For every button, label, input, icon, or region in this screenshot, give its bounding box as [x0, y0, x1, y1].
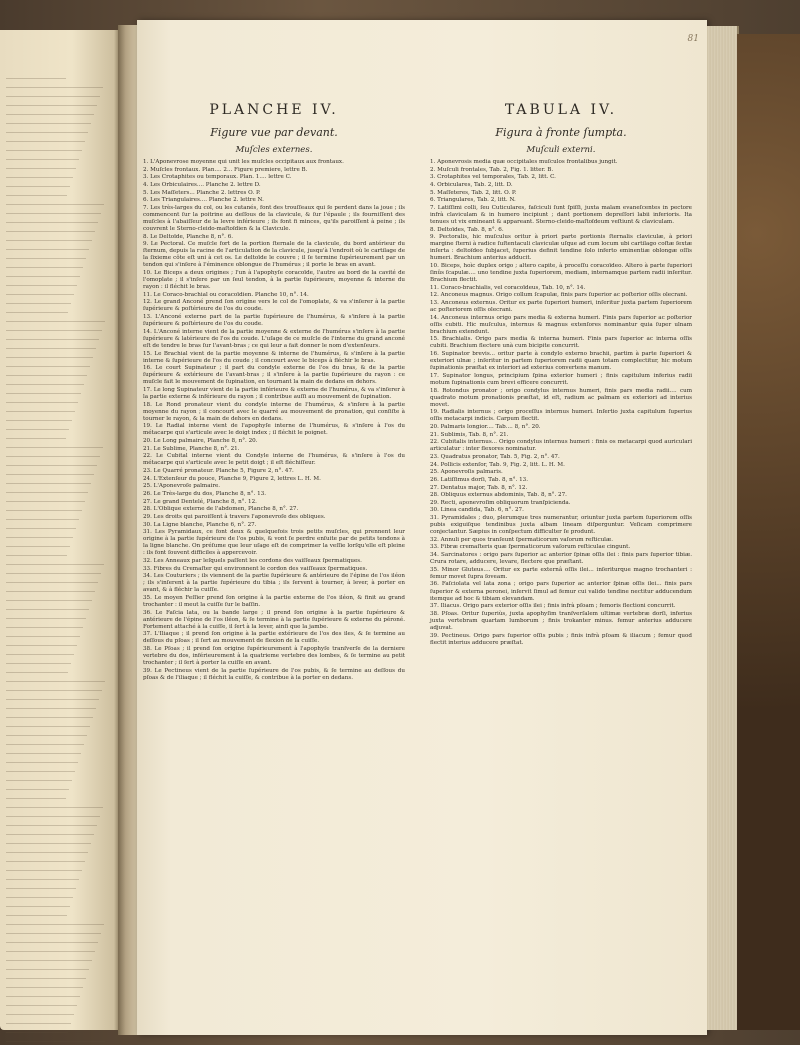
- latin-column: [430, 102, 692, 647]
- french-section-heading: Muſcles externes.: [235, 145, 313, 155]
- entry-item: 27. Dentatus major, Tab. 8, n°. 12.: [430, 484, 528, 491]
- entry-item: 24. Pollicis extenſor, Tab. 9, Fig. 2, litt. L. H. M.: [430, 461, 565, 468]
- entry-item: 34. Sarcinatores : origo pars ſuperior ac anterior ſpinæ oſſis ilei : finis pars ſuperior tibiæ. Crura rotare, adducere, levare, flectere que præſtant.: [430, 552, 692, 566]
- entry-item: 20. Palmaris longior.... Tab.... 8, n°. 20.: [430, 423, 541, 430]
- entry-item: 32. Les Anneaux par leſquels paſſent les cordons des vaiſſeaux ſpermatiques.: [143, 557, 362, 564]
- entry-item: 17. Le long Supinateur vient de la partie inférieure & externe de l'humérus, & va s'inſerer à la partie externe & inférieure du rayon ; il contribue auſſi au mouvement de ſupination.: [143, 386, 405, 400]
- entry-item: 13. Anconeus externus. Oritur ex parte ſuperiori humeri, inſeritur juxta partem ſuperiorem ac poſteriorem oſſis olecrani.: [430, 300, 692, 314]
- entry-item: 31. Les Pyramidaux, ce font deux & quelquefois trois petits muſcles, qui prennent leur origine à la partie ſupérieure de l'os pubis, & vont ſe perdre enſuite par de petits tendons à la ligne blanche. On préſume que leur uſage eſt de comprimer la veſſie lorſqu'elle eſt pleine : ils font ſouvent difficiles à appercevoir.: [143, 529, 405, 557]
- entry-item: 12. Le grand Anconé prend ſon origine vers le col de l'omoplate, & va s'inſerer à la partie ſupérieure & poſtérieure de l'os du coude.: [143, 299, 405, 313]
- entry-item: 4. Orbiculares, Tab. 2, litt. D.: [430, 181, 513, 188]
- entry-item: 36. Faſciolata vel lata zona ; origo pars ſuperior ac anterior ſpinæ oſſis ilei... finis pars ſuperior & externa peronei, inſervit ſimul ad femur cui valido tendine nectitur adducendum itemque ad hoc & tibiam elevandam.: [430, 581, 692, 602]
- entry-item: 22. Cubitalis internus... Origo condylus internus humeri : finis os metacarpi quod auriculari articulatur : inter flexores nominatur.: [430, 439, 692, 453]
- entry-item: 29. Les droits qui paroiſſent à travers l'aponevroſe des obliques.: [143, 513, 326, 520]
- entry-item: 17. Supinator longus, principium ſpina exterior humeri ; finis capitulum inferius radii motum ſupinationis cum brevi efficere concurrit.: [430, 372, 692, 386]
- entry-item: 18. Le Rond pronateur vient du condyle interne de l'humérus, & s'inſere à la partie moyenne du rayon ; il concourt avec le quarré au mouvement de pronation, qui conſiſte à tourner le rayon, & la main de dehors en dedans.: [143, 401, 405, 422]
- entry-item: 26. Le Très-large du dos, Planche 8, n°. 13.: [143, 490, 267, 497]
- entry-item: 12. Anconeus magnus. Origo collum ſcapulæ, finis pars ſuperior ac poſterior oſſis olecrani.: [430, 292, 688, 299]
- entry-item: 6. Les Triangulaires.... Planche 2. lettre N.: [143, 197, 264, 204]
- entry-item: 30. Linea candida, Tab. 6, n°. 27.: [430, 507, 524, 514]
- left-page-edge: [0, 30, 120, 1030]
- entry-item: 23. Quadratus pronator, Tab. 5, Fig. 2, n°. 47.: [430, 453, 560, 460]
- entry-item: 32. Annuli per quos tranſeunt ſpermaticorum vaſorum reſticulæ.: [430, 536, 614, 543]
- entry-item: 10. Biceps, hoìc duplex origo ; altero capite, à proceſſu coracoïdeo. Altero à parte ſuperiori ſinûs ſcapulæ.... uno tendine juxta ſuperiorem, mediam, internamque partem radii inſeritur. Brachium flectit.: [430, 263, 692, 284]
- entry-item: 35. Minor Gluteus.... Oritur ex parte externâ oſſis ilei... inſeriturque magno trochanteri : femur movet ſupra ſoveam.: [430, 566, 692, 580]
- entry-item: 39. Pectineus. Origo pars ſuperior oſſis pubis ; finis infrà pſoam & iliacum ; femur quod flectit interius adducere præſtat.: [430, 632, 692, 646]
- french-title: PLANCHE IV.: [209, 102, 339, 118]
- entry-item: 7. Latiſſimi colli, ſeu Cuticulares, faſciculi ſunt ſpiſſi, juxta malam evaneſcentes in pectore infrà claviculam & in humero incipiunt ; dant portionem depreſſori labii inferioris. Ita tenues ut vix emineant & appareant. Sterno-cleido-maſtoïdeum veſtiunt & claviculam.: [430, 204, 692, 225]
- entry-item: 3. Les Crotaphites ou temporaux. Plan. 1.... lettre C.: [143, 174, 292, 181]
- entry-item: 13. L'Anconé externe part de la partie ſupérieure de l'humérus, & s'inſere à la partie ſupérieure & poſtérieure de l'os du coude.: [143, 314, 405, 328]
- entry-item: 38. Pſoas. Oritur ſuperiùs, juxta apophyſim tranſverſalem ultimæ vertebræ dorſi, inferius juxta vertebram quartam lumborum ; finis trokanter minus. femur anterius adducere adjuvat.: [430, 610, 692, 631]
- entry-item: 25. Aponevroſis palmaris.: [430, 469, 503, 476]
- entry-item: 30. La Ligne blanche, Planche 6, n°. 27.: [143, 521, 257, 528]
- entry-item: 3. Crotaphites vel temporales, Tab. 2, litt. C.: [430, 174, 556, 181]
- entry-item: 34. Les Couturiers ; ils viennent de la partie ſupérieure & antérieure de l'épine de l'os iléon ; ils s'inſerent à la partie ſupérieure du tibia ; ils ſervent à tourner, à lever, à porter en avant, & à fléchir la cuiſſe.: [143, 573, 405, 594]
- entry-item: 19. Radialis internus ; origo proceſſus internus humeri. Inſertio juxta capitulum ſuperius oſſis metacarpi indicis. Carpum flectit.: [430, 409, 692, 423]
- latin-entry-list: [430, 159, 692, 647]
- entry-item: 11. Le Coraco-brachial ou coracoïdien. Planche 10, n°. 14.: [143, 291, 309, 298]
- entry-item: 10. Le Biceps a deux origines ; l'un à l'apophyſe coracoïde, l'autre au bord de la cavité de l'omoplate ; il s'inſere par un ſeul tendon, à la partie ſupérieure, moyenne & interne du rayon : il fléchit le bras.: [143, 270, 405, 291]
- entry-item: 11. Coraco-brachialis, vel coracoïdeus, Tab. 10, n°. 14.: [430, 284, 586, 291]
- entry-item: 2. Muſculi frontales, Tab. 2, Fig. 1. litter. B.: [430, 166, 554, 173]
- entry-item: 15. Le Brachial vient de la partie moyenne & interne de l'humérus, & s'inſere à la partie interne & ſupérieure de l'os du coude ; il concourt avec le biceps à fléchir le bras.: [143, 350, 405, 364]
- entry-item: 4. Les Orbiculaires.... Planche 2. lettre D.: [143, 181, 261, 188]
- page-edges: [707, 26, 739, 1030]
- entry-item: 16. Supinator brevis... oritur parte à condylo externo brachii, partim à parte ſuperiori & exteriori ulnæ ; inſeritur in partem ſuperiorem radii quam totam complectitur, hic motum ſupinationis præſtat ex interiori ad exterius convertens manum.: [430, 351, 692, 372]
- entry-item: 9. Pectoralis, hic muſculus oritur à priori parte portionis ſternalis claviculæ, à priori margine ſterni à radice ſuſtentaculi claviculæ uſque ad cum locum ubi cartilago coſtæ ſextæ inſerta : deltoïdeo ſubjacet, ſuperius definit tendine ſolo inferto eminentiæ oblongæ oſſis humeri. Brachium anterius adducit.: [430, 234, 693, 262]
- latin-title: TABULA IV.: [504, 102, 618, 118]
- french-subtitle: Figure vue par devant.: [210, 126, 338, 139]
- entry-item: 33. Fibræ cremaſteris quæ ſpermaticorum vaſorum reſticulae cingunt.: [430, 544, 631, 551]
- entry-item: 14. Anconeus internus origo pars media & externa humeri. Finis pars ſuperior ac poſterior oſſis cubiti. Hic muſculus, internus & magnus extenſores nominantur quia ſuper ulnam brachium extendunt.: [430, 314, 692, 335]
- entry-item: 1. Aponevrosis media quæ occipitales muſculos frontalibus jungit.: [430, 159, 618, 165]
- entry-item: 20. Le Long palmaire, Planche 8, n°. 20.: [143, 438, 258, 445]
- entry-item: 37. Iliacus. Origo pars exterior oſſis ilei ; finis infrà pſoam ; femoris flectioni concurrit.: [430, 603, 676, 610]
- right-page: [137, 20, 707, 1035]
- entry-item: 39. Le Pectineus vient de la partie ſupérieure de l'os pubis, & ſe termine au deſſous du pſoas & de l'iliaque ; il fléchit la cuiſſe, & contribue à la porter en dedans.: [143, 667, 405, 681]
- entry-item: 33. Fibres du Cremaſter qui environnent le cordon des vaiſſeaux ſpermatiques.: [143, 565, 368, 572]
- entry-item: 28. Obliquus externus abdominis, Tab. 8, n°. 27.: [430, 492, 567, 499]
- entry-item: 8. Le Deltoïde, Planche 8, n°. 6.: [143, 233, 234, 240]
- entry-item: 26. Latiſſimus dorſi, Tab. 8, n°. 13.: [430, 476, 529, 483]
- entry-item: 16. Le court Supinateur ; il part du condyle externe de l'os du bras, & de la partie ſupérieure & extérieure de l'avant-bras ; il s'inſere à la partie ſupérieure du rayon : ce muſcle fait le mouvement de ſupination, en tournant la main de dedans en dehors.: [143, 365, 405, 386]
- entry-item: 5. Les Maſſeters... Planche 2. lettres O. P.: [143, 189, 261, 196]
- entry-item: 5. Maſſeteres, Tab. 2, litt. O. P.: [430, 189, 517, 196]
- entry-item: 6. Triangulares, Tab. 2, litt. N.: [430, 197, 516, 204]
- entry-item: 23. Le Quarré pronateur. Planche 5, Figure 2, n°. 47.: [143, 468, 294, 475]
- french-entry-list: [143, 159, 405, 682]
- entry-item: 25. L'Aponevroſe palmaire.: [143, 483, 221, 490]
- left-page-text-lines: [6, 70, 106, 1045]
- latin-subtitle: Figura à fronte ſumpta.: [495, 126, 627, 139]
- entry-item: 18. Rotondus pronator ; origo condylus internus humeri, finis pars media radii.... cum quadrato motum pronationis præſtat, id eſt, radium ac palmam ex exteriori ad interius movet.: [430, 387, 692, 408]
- entry-item: 37. L'Iliaque ; il prend ſon origine à la partie extérieure de l'os des iles, & ſe termine au deſſous du pſoas ; il ſert au mouvement de flexion de la cuiſſe.: [143, 631, 405, 645]
- marbled-cover: [737, 34, 800, 1030]
- entry-item: 27. Le grand Dentelé, Planche 8, n°. 12.: [143, 498, 257, 505]
- entry-item: 35. Le moyen Feſſier prend ſon origine à la partie externe de l'os iléon, & finit au grand trochanter : il meut la cuiſſe ſur le baſſin.: [143, 594, 405, 608]
- entry-item: 15. Brachialis. Origo pars media & interna humeri. Finis pars ſuperior ac interna oſſis cubiti. Brachium flectere unà cum bicipite concurrit.: [430, 336, 692, 350]
- entry-item: 36. Le Faſcia lata, ou la bande large ; il prend ſon origine à la partie ſupérieure & antérieure de l'épine de l'os iléon, & ſe termine à la partie ſupérieure & externe du péroné. Fortement attaché à la cuiſſe, il ſert à la lever, ainſi que la jambe.: [143, 609, 405, 630]
- entry-item: 31. Pyramidales ; duo, plerumque tres numerantur, oriuntur juxta partem ſuperiorem oſſis pubis exiguiſque tendinibus juxta albam lineam diſperguntur. Veſicam comprimere conjectantur. Sæpius in conſpectum difficulter ſe produnt.: [430, 515, 692, 536]
- entry-item: 14. L'Anconé interne vient de la partie moyenne & externe de l'humérus s'inſere à la partie ſupérieure & latérieure de l'os du coude. L'uſage de ce muſcle de l'interne du grand anconé eſt de tendre le bras ſur l'avant-bras ; ce qui leur a fait donner le nom d'extenſeurs.: [143, 328, 405, 349]
- entry-item: 2. Muſcles frontaux. Plan.... 2... Figure premiere, lettre B.: [143, 166, 308, 173]
- entry-item: 21. Le Sublime, Planche 8, n°. 21.: [143, 445, 240, 452]
- entry-item: 9. Le Pectoral. Ce muſcle fort de la portion ſternale de la clavicule, du bord antérieur du ſternum, depuis la racine de l'articulation de la clavicule, jusqu'à l'endroit où le cartilage de la ſixieme côte eſt uni à cet os. Le deltoïde le couvre ; il ſe termine ſupérieurement par un tendon qui s'inſere à l'éminence oblongue de l'humérus ; il porte le bras en avant.: [143, 241, 405, 269]
- entry-item: 28. L'Oblique externe de l'abdomen, Planche 8, n°. 27.: [143, 506, 299, 513]
- entry-item: 24. L'Extenſeur du pouce, Planche 9, Figure 2, lettres L. H. M.: [143, 475, 321, 482]
- entry-item: 19. Le Radial interne vient de l'apophyſe interne de l'humérus, & s'inſere à l'os du métacarpe qui s'articule avec le doigt index ; il fléchit le poignet.: [143, 423, 405, 437]
- french-column: [143, 102, 405, 682]
- entry-item: 8. Deltoïdes, Tab. 8, n°. 6.: [430, 226, 504, 233]
- entry-item: 7. Les très-larges du col, ou les cutanés, font des trouſſeaux qui ſe perdent dans la joue ; ils commencent ſur la poitrine au deſſous de la clavicule, & ſur l'épaule ; ils fourniſſent des muſcles à l'abaiſſeur de la levre inférieure ; ils font fi minces, qu'ils paroiſſent à peine ; ils couvrent le Sterno-cleido-maſtoïdien & la Clavicule.: [143, 204, 405, 232]
- entry-item: 1. L'Aponevrose moyenne qui unit les muſcles occipitaux aux frontaux.: [143, 159, 344, 165]
- folio-number: 81: [687, 34, 699, 44]
- latin-section-heading: Muſculi externi.: [526, 145, 596, 155]
- entry-item: 22. Le Cubital interne vient du Condyle interne de l'humérus, & s'inſere à l'os du métacarpe qui s'articule avec le petit doigt ; il eſt fléchiſſeur.: [143, 453, 405, 467]
- entry-item: 29. Recti, aponevroſim obliquorum tranſpicienda.: [430, 499, 571, 506]
- entry-item: 21. Sublimis, Tab. 8, n°. 21.: [430, 431, 509, 438]
- entry-item: 38. Le Pſoas ; il prend ſon origine ſupérieurement à l'apophyſe tranſverſe de la derniere vertebre du dos, inférieurement à la quatrieme vertebre des lombes, & ſe termine au petit trochanter ; il ſert à porter la cuiſſe en avant.: [143, 646, 405, 667]
